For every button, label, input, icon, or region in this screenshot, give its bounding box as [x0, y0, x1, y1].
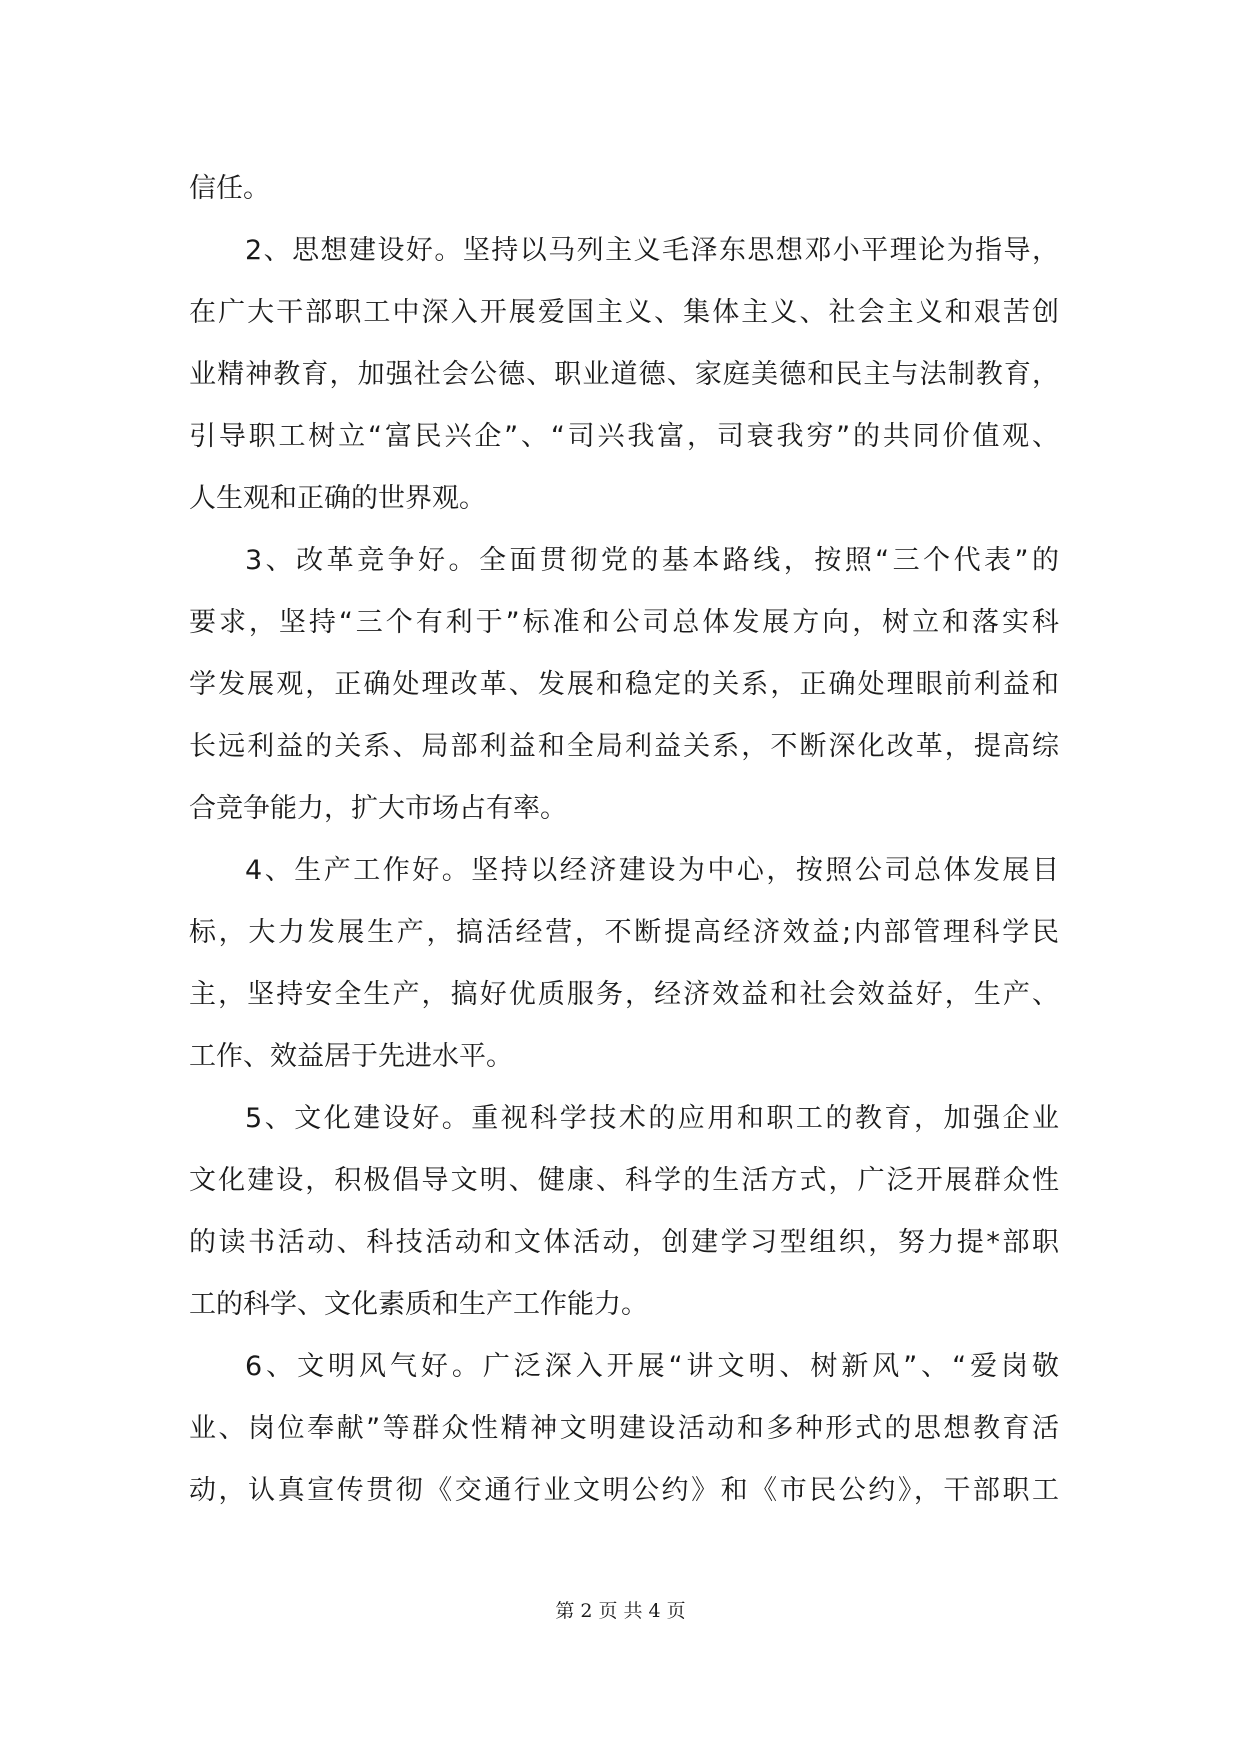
text-line: 3、改革竞争好。全面贯彻党的基本路线，按照“三个代表”的: [245, 545, 1059, 576]
text-line: 引导职工树立“富民兴企”、“司兴我富，司衰我穷”的共同价值观、: [189, 421, 1059, 452]
text-line: 2、思想建设好。坚持以马列主义毛泽东思想邓小平理论为指导，: [245, 235, 1059, 266]
text-line: 文化建设，积极倡导文明、健康、科学的生活方式，广泛开展群众性: [189, 1165, 1059, 1196]
text-line: 学发展观，正确处理改革、发展和稳定的关系，正确处理眼前利益和: [189, 669, 1059, 700]
text-line: 要求，坚持“三个有利于”标准和公司总体发展方向，树立和落实科: [189, 607, 1059, 638]
text-line: 合竞争能力，扩大市场占有率。: [189, 793, 567, 824]
text-line: 人生观和正确的世界观。: [189, 483, 486, 514]
text-line: 业、岗位奉献”等群众性精神文明建设活动和多种形式的思想教育活: [189, 1413, 1059, 1444]
text-line: 标，大力发展生产，搞活经营，不断提高经济效益;内部管理科学民: [189, 917, 1059, 948]
text-line: 4、生产工作好。坚持以经济建设为中心，按照公司总体发展目: [245, 855, 1059, 886]
text-line: 在广大干部职工中深入开展爱国主义、集体主义、社会主义和艰苦创: [189, 297, 1059, 328]
text-line: 主，坚持安全生产，搞好优质服务，经济效益和社会效益好，生产、: [189, 979, 1059, 1010]
text-line: 信任。: [189, 173, 270, 204]
text-line: 的读书活动、科技活动和文体活动，创建学习型组织，努力提*部职: [189, 1227, 1059, 1258]
text-line: 动，认真宣传贯彻《交通行业文明公约》和《市民公约》，干部职工: [189, 1475, 1059, 1506]
document-body: [189, 158, 1059, 1522]
text-line: 业精神教育，加强社会公德、职业道德、家庭美德和民主与法制教育，: [189, 359, 1059, 390]
text-line: 工的科学、文化素质和生产工作能力。: [189, 1289, 648, 1320]
text-line: 5、文化建设好。重视科学技术的应用和职工的教育，加强企业: [245, 1103, 1059, 1134]
text-line: 6、文明风气好。广泛深入开展“讲文明、树新风”、“爱岗敬: [245, 1351, 1059, 1382]
text-line: 工作、效益居于先进水平。: [189, 1041, 513, 1072]
page-number-footer: 第 2 页 共 4 页: [555, 1600, 686, 1622]
text-line: 长远利益的关系、局部利益和全局利益关系，不断深化改革，提高综: [189, 731, 1059, 762]
